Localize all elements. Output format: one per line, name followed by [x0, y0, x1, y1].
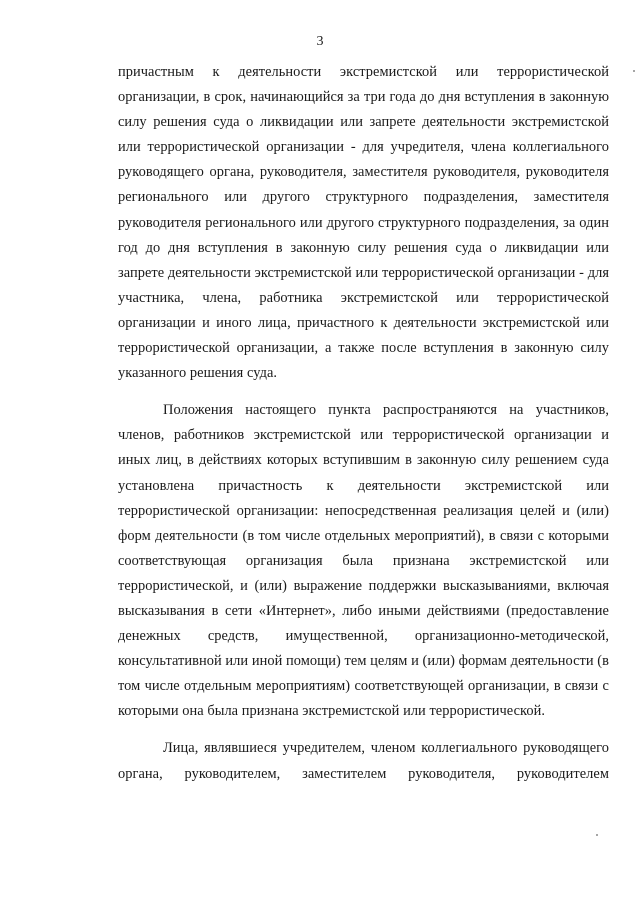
paragraph-provisions: Положения настоящего пункта распространяются на участников, членов, работников экстремистской или террористической организации и иных лиц, в действиях которых вступившим в законную силу решением суда установлена причастность к деятельности экстремистской или террористической организации: непосредственная реализация целей и (или) форм деятельности (в том числе отдельных мероприятий), в связи с которыми соответствующая организация была признана экстремистской или террористической, и (или) выражение поддержки высказываниями, включая высказывания в сети «Интернет», либо иными действиями (предоставление денежных средств, имущественной, организационно-методической, консультативной или иной помощи) тем целям и (или) формам деятельности (в том числе отдельным мероприятиям) соответствующей организации, в связи с которыми она была признана экстремистской или террористической.	[118, 402, 609, 720]
scan-speck	[596, 834, 598, 836]
scan-speck	[633, 70, 635, 72]
document-body	[118, 60, 609, 787]
page-number: 3	[316, 34, 324, 49]
paragraph-continuation: причастным к деятельности экстремистской или террористической организации, в срок, начинающийся за три года до дня вступления в законную силу решения суда о ликвидации или запрете деятельности экстремистской или террористической организации - для учредителя, члена коллегиального руководящего органа, руководителя, заместителя руководителя, руководителя регионального или другого структурного подразделения, заместителя руководителя регионального или другого структурного подразделения, за один год до дня вступления в законную силу решения суда о ликвидации или запрете деятельности экстремистской или террористической организации - для участника, члена, работника экстремистской или террористической организации и иного лица, причастного к деятельности экстремистской или террористической организации, а также после вступления в законную силу указанного решения суда.	[118, 64, 609, 382]
paragraph-persons: Лица, являвшиеся учредителем, членом коллегиального руководящего органа, руководителем, заместителем руководителя, руководителем	[118, 740, 609, 782]
